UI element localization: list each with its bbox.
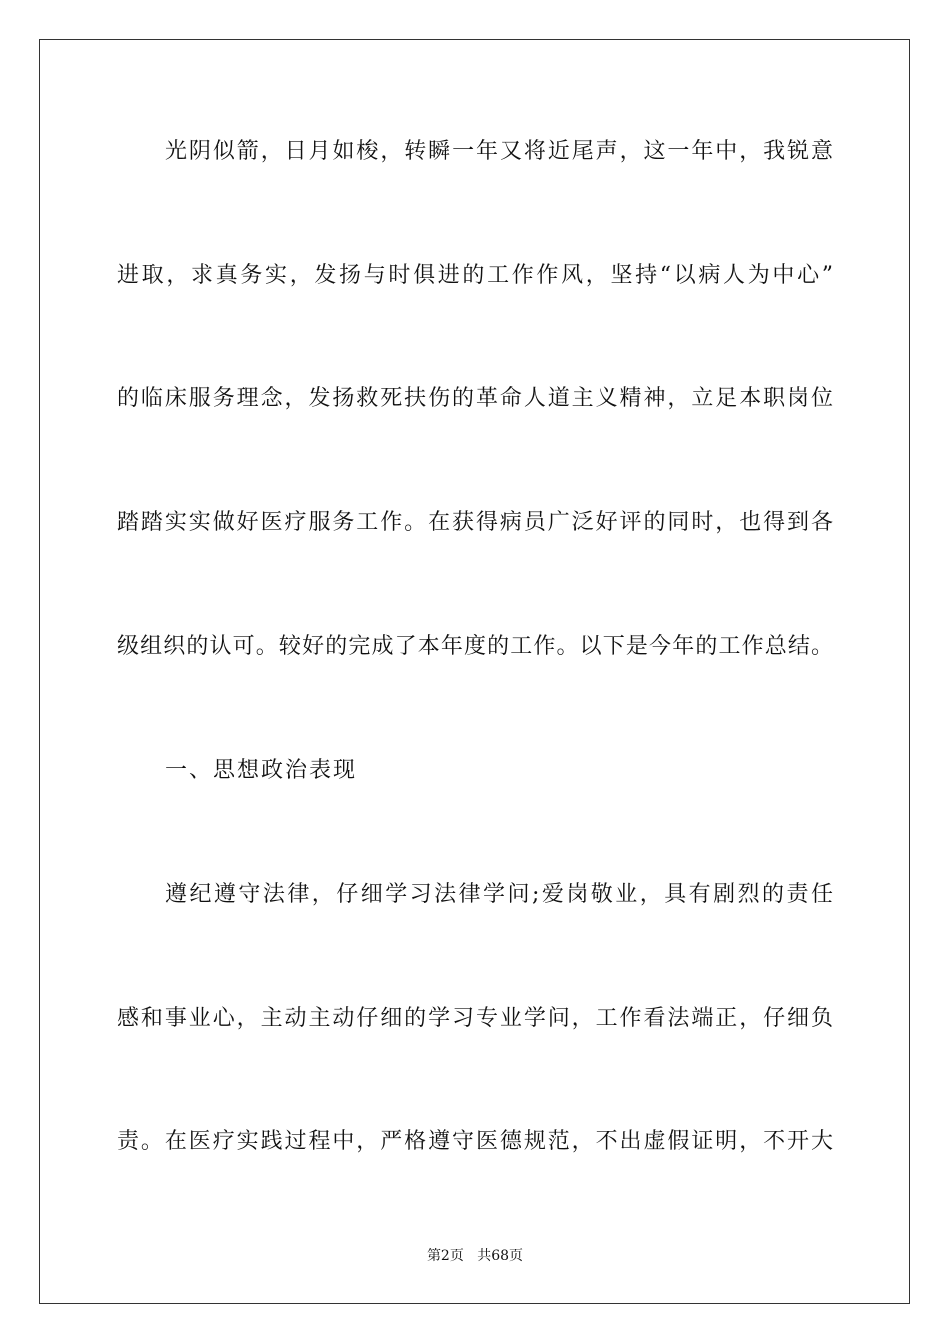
- page-number: 第2页: [426, 1248, 464, 1264]
- paragraph-line-1: 光阴似箭，日月如梭，转瞬一年又将近尾声，这一年中，我锐意: [165, 139, 833, 164]
- paragraph-line-3: 的临床服务理念，发扬救死扶伤的革命人道主义精神，立足本职岗位: [117, 386, 833, 411]
- page-footer: [0, 1247, 950, 1265]
- paragraph-line-8: 感和事业心，主动主动仔细的学习专业学问，工作看法端正，仔细负: [117, 1006, 833, 1031]
- paragraph-line-5: 级组织的认可。较好的完成了本年度的工作。以下是今年的工作总结。: [117, 634, 833, 659]
- page-frame: [39, 39, 910, 1304]
- paragraph-line-9: 责。在医疗实践过程中，严格遵守医德规范，不出虚假证明，不开大: [117, 1129, 833, 1154]
- paragraph-line-4: 踏踏实实做好医疗服务工作。在获得病员广泛好评的同时，也得到各: [117, 510, 833, 535]
- paragraph-line-2: 进取，求真务实，发扬与时俱进的工作作风，坚持“以病人为中心”: [117, 263, 833, 288]
- page-total: 共68页: [477, 1248, 524, 1264]
- section-heading: 一、思想政治表现: [165, 758, 358, 783]
- paragraph-line-7: 遵纪遵守法律，仔细学习法律学问;爱岗敬业，具有剧烈的责任: [165, 882, 833, 907]
